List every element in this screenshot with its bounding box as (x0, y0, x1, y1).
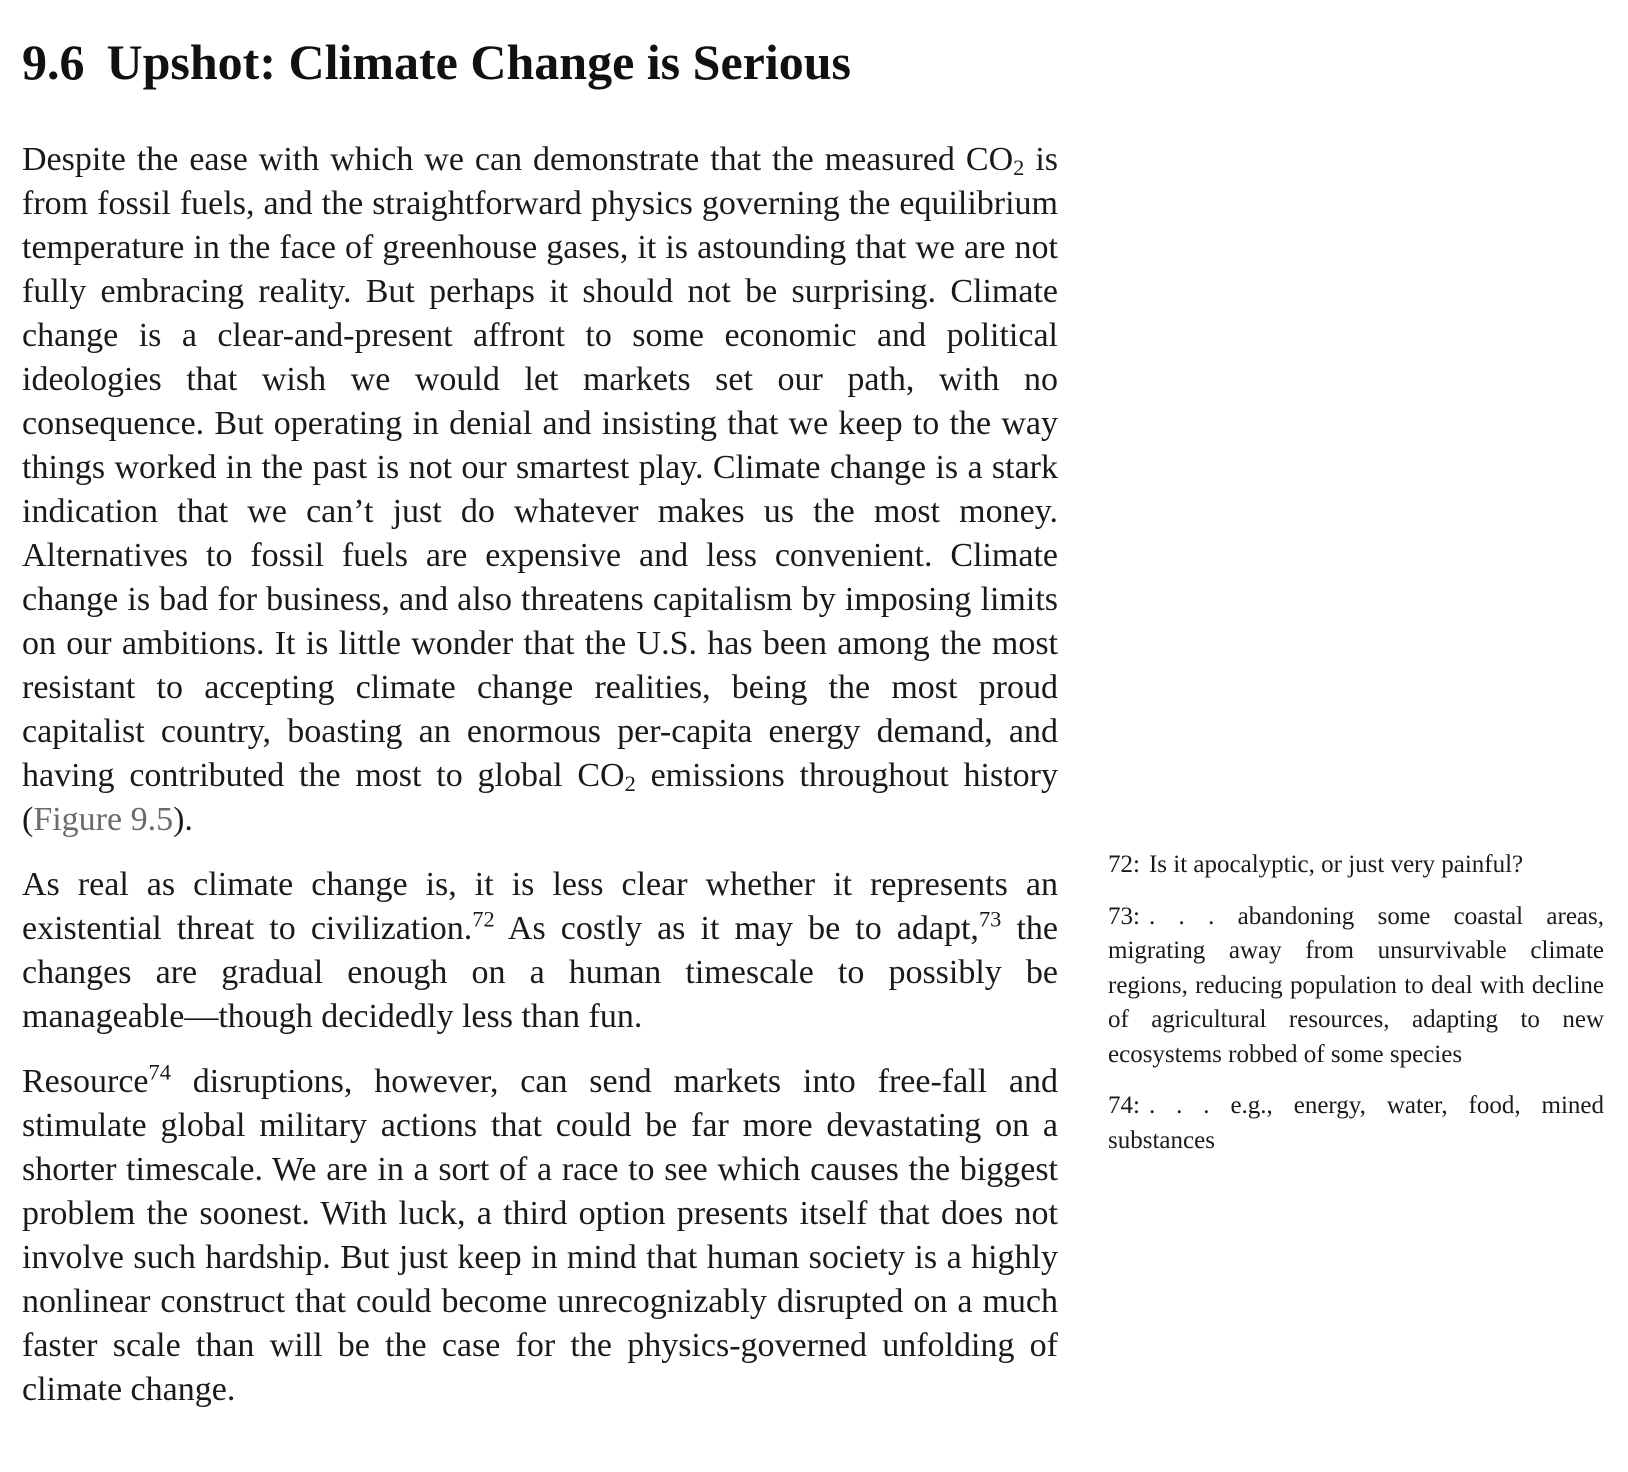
figure-reference-link[interactable]: Figure 9.5 (33, 801, 174, 838)
paragraph-1-text-b: is from fossil fuels, and the straightforward physics governing the equilibrium temperature in the face of greenhouse gases, it is astounding that we are not fully embracing reality. But perhaps it should not be surprising. Climate change is a clear-and-present affront to some economic and political ideologies that wish we would let markets set our path, with no consequence. But operating in denial and insisting that we keep to the way things worked in the past is not our smartest play. Climate change is a stark indication that we can’t just do whatever makes us the most money. Alternatives to fossil fuels are expensive and less convenient. Climate change is bad for business, and also threatens capitalism by imposing limits on our ambitions. It is little wonder that the U.S. has been among the most resistant to accepting climate change realities, being the most proud capitalist country, boasting an enormous per-capita energy demand, and having contributed the most to global CO (22, 141, 1058, 794)
footnote-marker-74[interactable]: 74 (148, 1059, 171, 1085)
footnote-marker-72[interactable]: 72 (472, 906, 495, 932)
paragraph-1-text-c: emissions throughout history ( (22, 757, 1058, 838)
sidenote-73 (1108, 900, 1604, 1073)
paragraph-2-text-c: the changes are gradual enough on a human timescale to possibly be manageable—though decidedly less than fun. (22, 910, 1058, 1035)
paragraph-1 (22, 138, 1058, 842)
paragraph-3-text-b: disruptions, however, can send markets into free-fall and stimulate global military actions that could be far more devastating on a shorter timescale. We are in a sort of a race to see which causes the biggest problem the soonest. With luck, a third option presents itself that does not involve such hardship. But just keep in mind that human society is a highly nonlinear construct that could become unrecognizably disrupted on a much faster scale than will be the case for the physics-governed unfolding of climate change. (22, 1063, 1058, 1408)
paragraph-1-text-d: ). (173, 801, 193, 838)
sidenote-72 (1108, 848, 1604, 883)
sidenote-74 (1108, 1089, 1604, 1158)
co2-subscript: 2 (1013, 154, 1025, 180)
footnote-marker-73[interactable]: 73 (978, 906, 1002, 932)
paragraph-2-text-b: As costly as it may be to adapt, (494, 910, 979, 947)
paragraph-3 (22, 1060, 1058, 1412)
paragraph-3-text-a: Resource (22, 1063, 149, 1100)
main-text-column (22, 138, 1058, 1412)
margin-notes (1108, 848, 1604, 1158)
paragraph-2-text-a: As real as climate change is, it is less clear whether it represents an existential threat to civilization. (22, 866, 1058, 947)
paragraph-1-text-a: Despite the ease with which we can demonstrate that the measured CO (22, 141, 1014, 178)
sidenote-number: 74: (1108, 1092, 1140, 1119)
sidenote-number: 73: (1108, 902, 1140, 930)
section-number: 9.6 (22, 34, 85, 90)
section-title: Upshot: Climate Change is Serious (106, 34, 851, 90)
sidenote-text: . . . abandoning some coastal areas, migrating away from unsurvivable climate regions, reducing population to deal with decline of agricultural resources, adapting to new ecosystems robbed of some species (1108, 902, 1604, 1068)
section-heading (22, 30, 851, 94)
sidenote-text: . . . e.g., energy, water, food, mined substances (1108, 1092, 1604, 1154)
sidenote-number: 72: (1108, 851, 1140, 878)
sidenote-text: Is it apocalyptic, or just very painful? (1148, 851, 1524, 878)
co2-subscript: 2 (624, 770, 636, 796)
paragraph-2 (22, 863, 1058, 1039)
